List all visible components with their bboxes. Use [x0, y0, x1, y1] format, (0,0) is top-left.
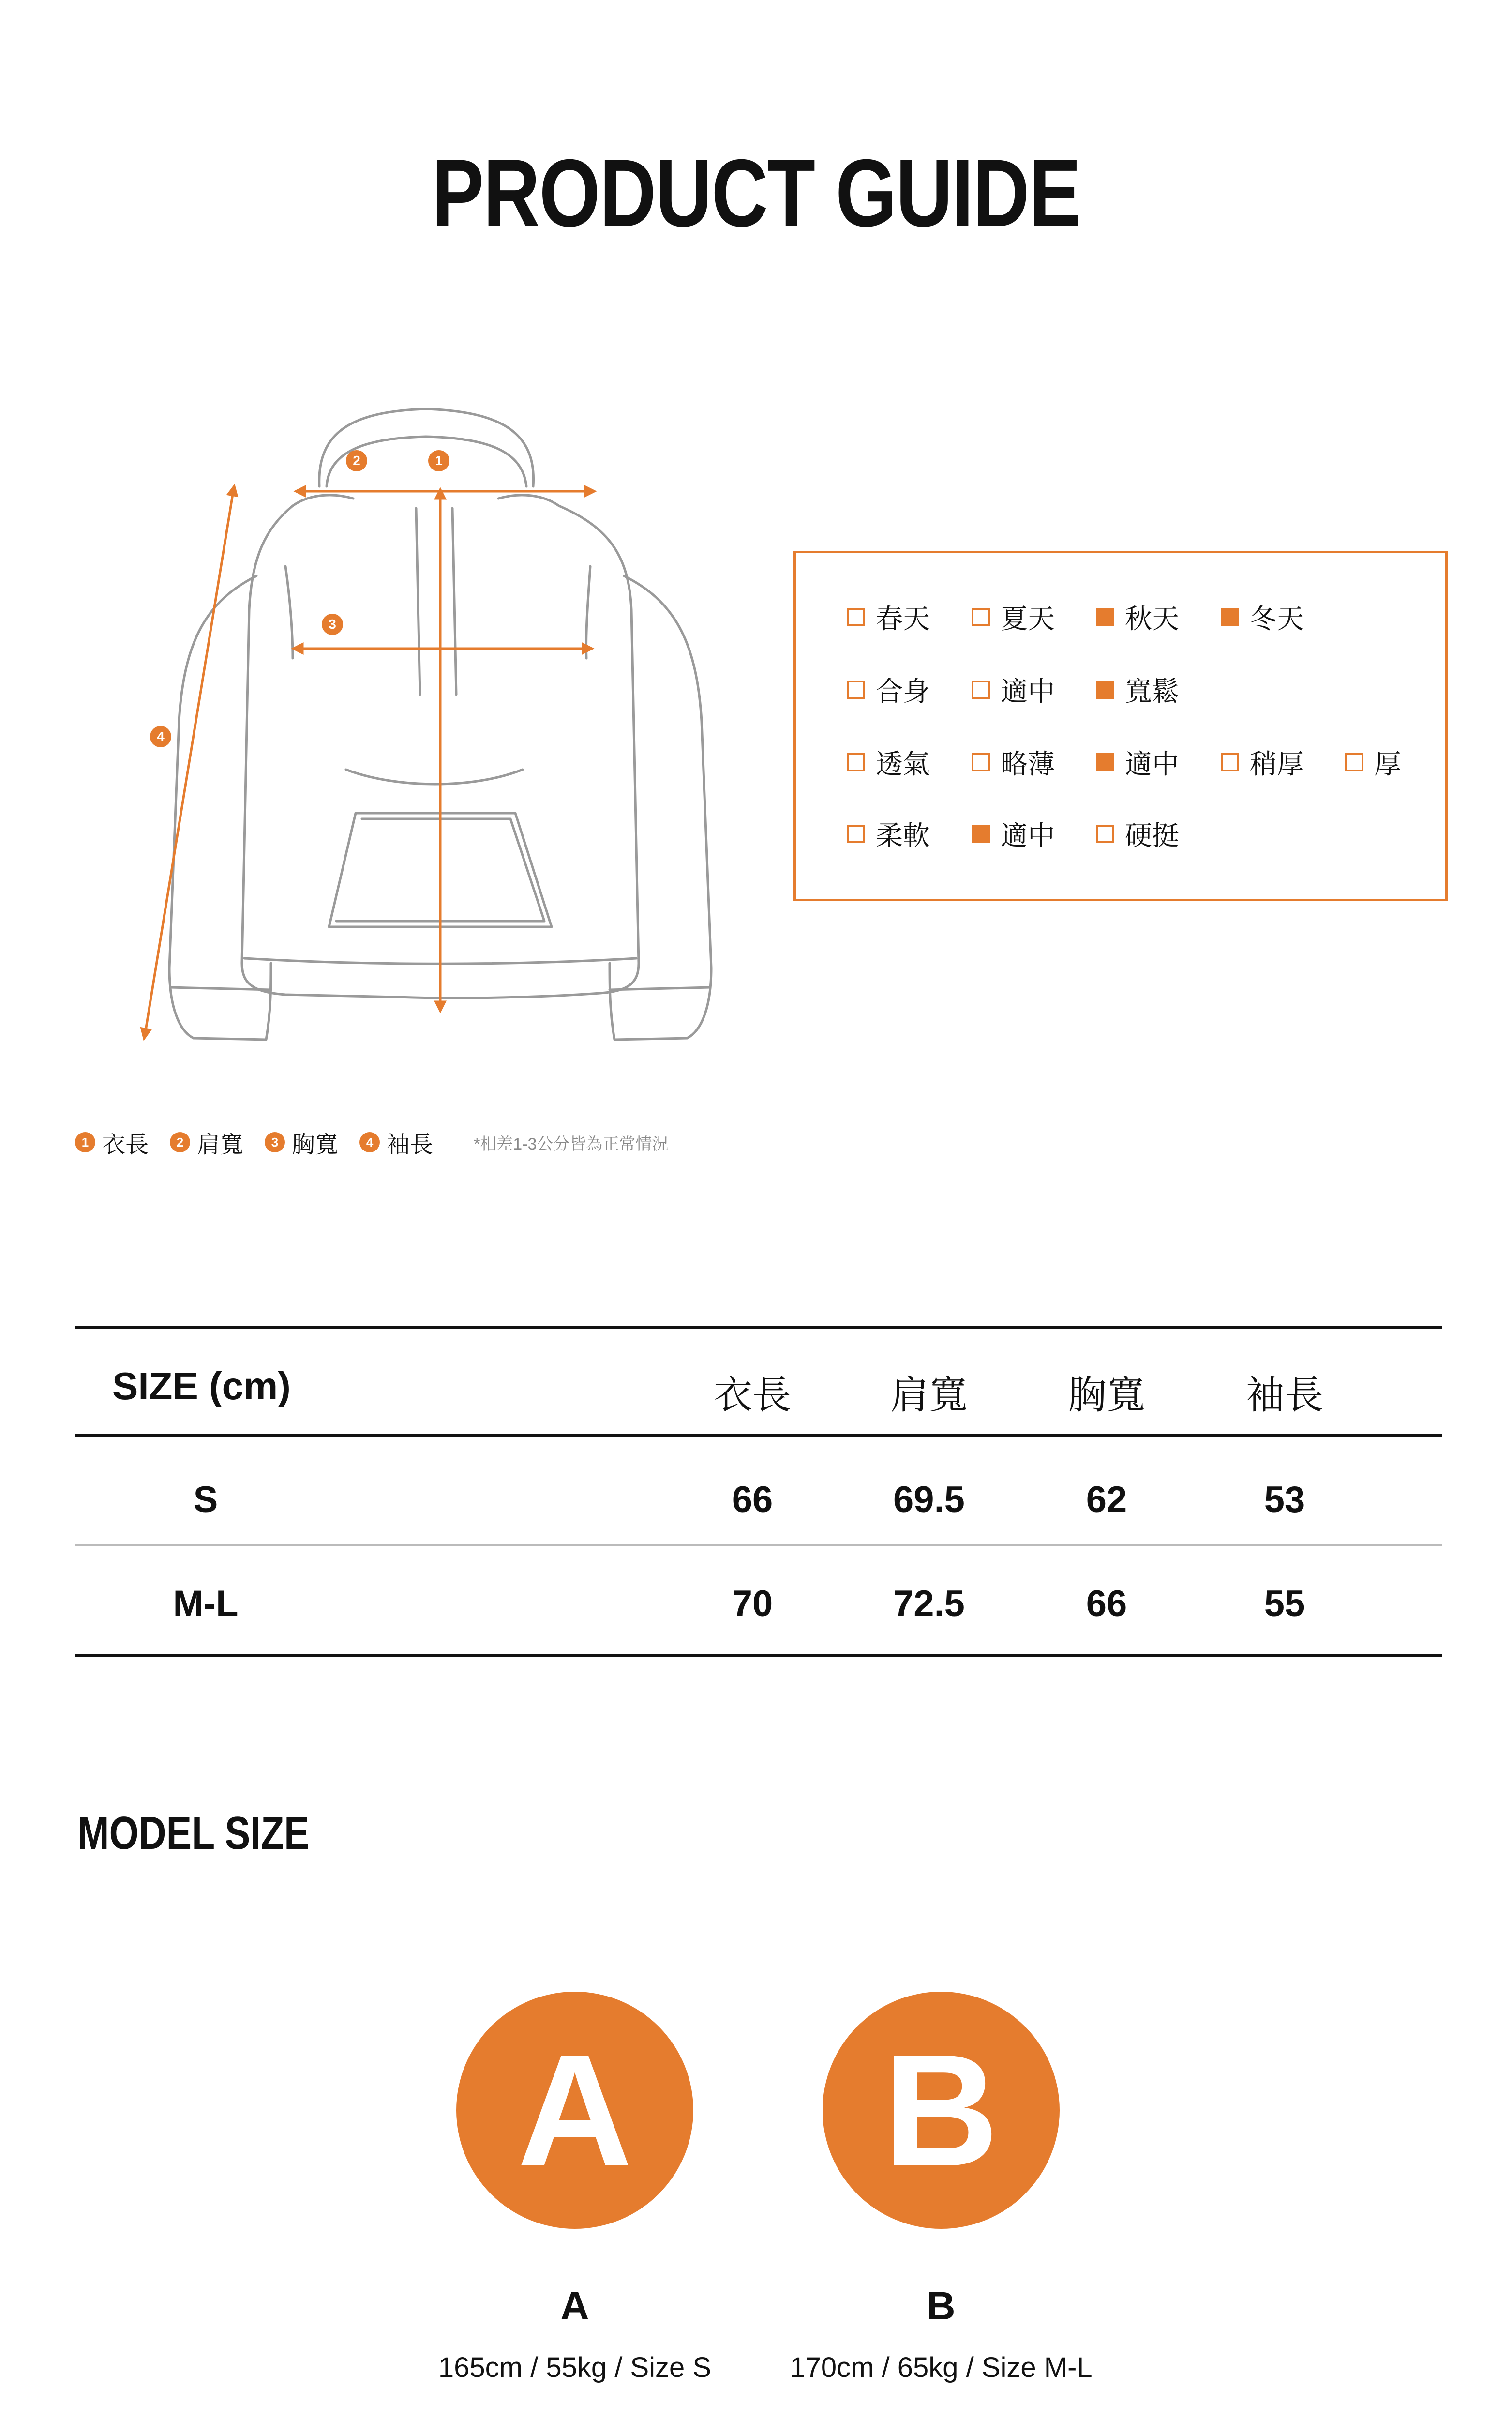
option-label: 寬鬆: [1125, 676, 1179, 707]
marker-4: 4: [150, 726, 171, 747]
option-breathable: [847, 743, 930, 782]
option-summer: [972, 598, 1055, 636]
option-autumn: [1096, 598, 1179, 636]
row-s-length: 66: [732, 1479, 773, 1520]
row-ml-size: M-L: [173, 1583, 239, 1624]
marker-1: 1: [428, 450, 449, 471]
legend-marker: 1: [75, 1132, 95, 1152]
checkbox-unchecked-icon: [972, 681, 990, 699]
legend-marker: 4: [359, 1132, 380, 1152]
model-a-name: A: [560, 2284, 589, 2328]
checkbox-unchecked-icon: [1345, 753, 1363, 771]
checkbox-unchecked-icon: [847, 825, 865, 843]
model-a-desc: 165cm / 55kg / Size S: [438, 2352, 712, 2383]
option-medium-stiffness: [972, 815, 1055, 853]
option-spring: [847, 598, 930, 636]
legend-item: [75, 1126, 149, 1159]
option-fit-regular: [972, 670, 1055, 709]
option-soft: [847, 815, 930, 853]
option-label: 夏天: [1001, 604, 1055, 634]
header-length: 衣長: [714, 1374, 791, 1417]
measurement-legend: [75, 1128, 668, 1157]
legend-label: 衣長: [102, 1132, 149, 1158]
option-label: 稍厚: [1250, 749, 1304, 779]
tolerance-note: *相差1-3公分皆為正常情況: [474, 1134, 669, 1153]
checkbox-checked-icon: [1096, 608, 1114, 626]
legend-label: 袖長: [387, 1132, 434, 1158]
checkbox-checked-icon: [1096, 753, 1114, 771]
row-s-size: S: [193, 1479, 218, 1520]
attributes-box: [793, 551, 1448, 901]
row-ml-shoulder: 72.5: [893, 1583, 965, 1624]
checkbox-checked-icon: [1096, 681, 1114, 699]
legend-label: 肩寬: [197, 1132, 244, 1158]
model-b-badge: B: [823, 1992, 1060, 2229]
table-row-divider: [75, 1544, 1442, 1546]
option-label: 適中: [1125, 749, 1179, 779]
option-medium-thickness: [1096, 743, 1179, 782]
checkbox-unchecked-icon: [972, 608, 990, 626]
hoodie-outline-illustration: [126, 382, 721, 1055]
checkbox-checked-icon: [1221, 608, 1239, 626]
header-sleeve: 袖長: [1246, 1374, 1323, 1417]
row-ml-chest: 66: [1086, 1583, 1127, 1624]
option-label: 略薄: [1001, 749, 1055, 779]
option-label: 適中: [1001, 676, 1055, 707]
option-thin: [972, 743, 1055, 782]
option-label: 透氣: [876, 749, 930, 779]
legend-item: [170, 1126, 243, 1159]
table-top-rule: [75, 1326, 1442, 1329]
checkbox-unchecked-icon: [972, 753, 990, 771]
option-label: 春天: [876, 604, 930, 634]
table-bottom-rule: [75, 1654, 1442, 1657]
checkbox-checked-icon: [972, 825, 990, 843]
row-s-shoulder: 69.5: [893, 1479, 965, 1520]
option-stiff: [1096, 815, 1179, 853]
option-label: 合身: [876, 676, 930, 707]
legend-label: 胸寬: [292, 1132, 339, 1158]
header-chest: 胸寬: [1068, 1374, 1145, 1417]
legend-marker: 2: [170, 1132, 190, 1152]
option-label: 秋天: [1125, 604, 1179, 634]
option-label: 硬挺: [1125, 820, 1179, 851]
option-fit-slim: [847, 670, 930, 709]
checkbox-unchecked-icon: [847, 608, 865, 626]
model-a-badge: A: [456, 1992, 693, 2229]
table-header-rule: [75, 1434, 1442, 1437]
option-label: 厚: [1374, 749, 1401, 779]
option-label: 柔軟: [876, 820, 930, 851]
checkbox-unchecked-icon: [847, 753, 865, 771]
checkbox-unchecked-icon: [847, 681, 865, 699]
option-fit-loose: [1096, 670, 1179, 709]
option-slightly-thick: [1221, 743, 1304, 782]
marker-3: 3: [322, 614, 343, 635]
option-label: 適中: [1001, 820, 1055, 851]
checkbox-unchecked-icon: [1096, 825, 1114, 843]
checkbox-unchecked-icon: [1221, 753, 1239, 771]
marker-2: 2: [346, 450, 367, 471]
row-ml-sleeve: 55: [1264, 1583, 1305, 1624]
page-title: PRODUCT GUIDE: [432, 139, 1080, 246]
option-winter: [1221, 598, 1304, 636]
model-b-desc: 170cm / 65kg / Size M-L: [790, 2352, 1093, 2383]
size-header-label: SIZE (cm): [112, 1364, 291, 1407]
option-label: 冬天: [1250, 604, 1304, 634]
hoodie-diagram: [126, 382, 721, 1055]
row-s-chest: 62: [1086, 1479, 1127, 1520]
header-shoulder: 肩寬: [890, 1374, 968, 1417]
model-b-name: B: [927, 2284, 956, 2328]
option-thick: [1345, 743, 1401, 782]
row-ml-length: 70: [732, 1583, 773, 1624]
legend-item: [265, 1126, 338, 1159]
row-s-sleeve: 53: [1264, 1479, 1305, 1520]
legend-marker: 3: [265, 1132, 285, 1152]
model-size-title: MODEL SIZE: [77, 1807, 310, 1859]
legend-item: [359, 1126, 433, 1159]
